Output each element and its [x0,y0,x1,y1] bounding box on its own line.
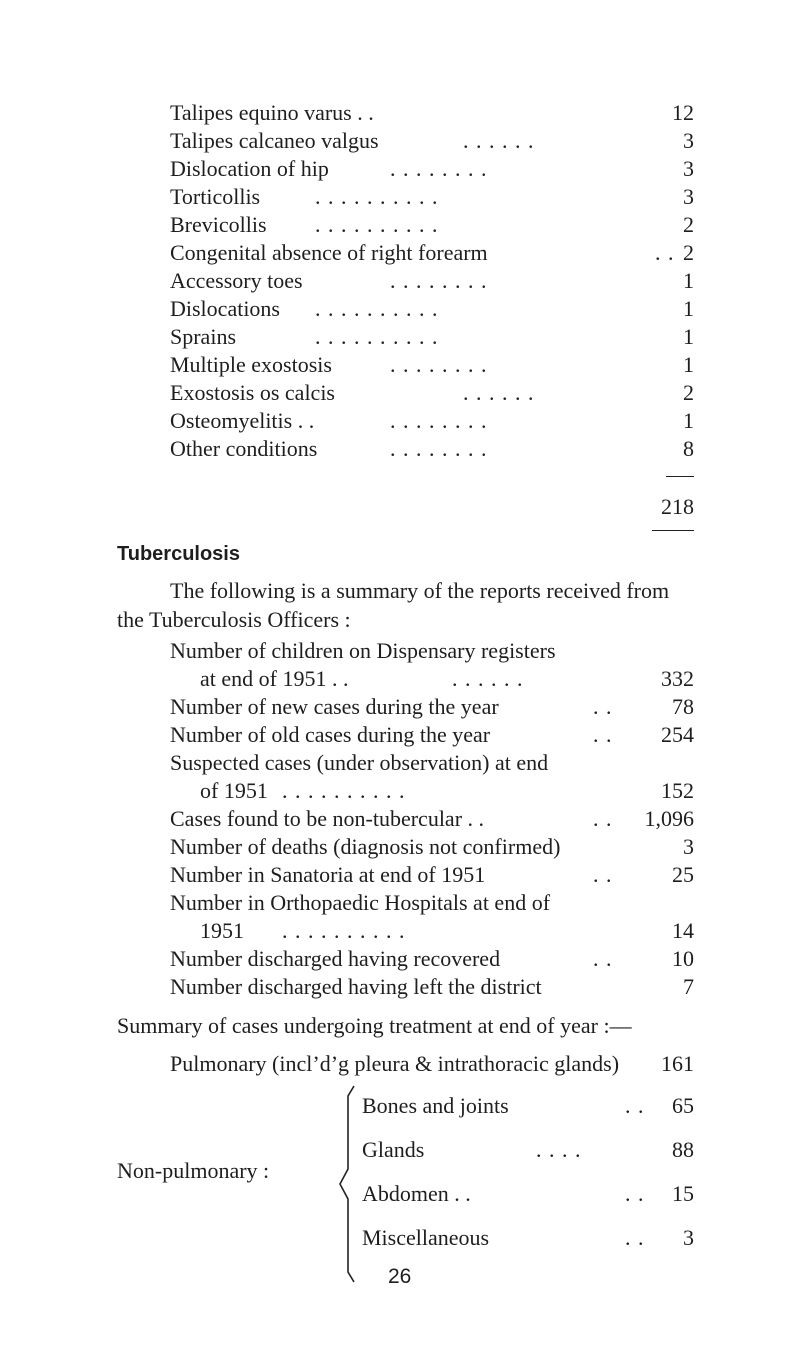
leader-dots: . . . . . . [463,380,535,405]
leader-dots: . . . . . . . . . . [315,324,439,349]
condition-value: 1 [683,268,694,293]
pulmonary-label: Pulmonary (incl’d’g pleura & intrathoracic glands) [170,1051,620,1076]
tb-row-label: Cases found to be non-tubercular . . [170,806,485,831]
condition-value: 8 [683,436,694,461]
condition-label: Dislocation of hip [170,156,329,181]
leader-dots: . . . . [536,1137,582,1162]
leader-dots: . . . . . . . . . . [282,778,406,803]
leader-dots: . . [593,694,613,719]
section-heading: Tuberculosis [117,543,240,565]
nonpulmonary-item-value: 3 [683,1225,694,1250]
tb-row-value: 7 [683,974,694,999]
conditions-total: 218 [661,494,694,519]
tb-row-label: Suspected cases (under observation) at end [170,750,549,775]
leader-dots: . . . . . . . . [390,436,488,461]
condition-label: Congenital absence of right forearm [170,240,488,265]
leader-dots: . . . . . . . . . . [282,918,406,943]
total-rule-top [666,476,694,477]
tb-row-value: 25 [672,862,694,887]
condition-label: Sprains [170,324,236,349]
nonpulmonary-item-value: 65 [672,1093,694,1118]
condition-value: 3 [683,184,694,209]
total-rule-bottom [652,530,694,531]
condition-value: 3 [683,128,694,153]
leader-dots: . . [625,1225,645,1250]
tb-row-label: Number of old cases during the year [170,722,491,747]
tb-row-value: 254 [661,722,694,747]
tb-row-value: 3 [683,834,694,859]
condition-value: 12 [672,100,694,125]
page-number: 26 [388,1265,412,1288]
nonpulmonary-item-label: Miscellaneous [362,1225,490,1250]
nonpulmonary-item-value: 88 [672,1137,694,1162]
tb-row-value: 14 [672,918,694,943]
condition-label: Multiple exostosis [170,352,332,377]
tb-row-label: Number of deaths (diagnosis not confirmed) [170,834,561,859]
tb-row-value: 332 [661,666,694,691]
condition-label: Talipes calcaneo valgus [170,128,379,153]
nonpulmonary-item-label: Abdomen . . [362,1181,471,1206]
leader-dots: . . . . . . . . [390,268,488,293]
condition-label: Accessory toes [170,268,303,293]
leader-dots: . . [625,1093,645,1118]
condition-label: Torticollis [170,184,261,209]
condition-value: 3 [683,156,694,181]
tb-row-label-cont: at end of 1951 . . [200,666,349,691]
tb-row-label-cont: of 1951 [200,778,268,803]
nonpulmonary-item-label: Glands [362,1137,425,1162]
leader-dots: . . . . . . . . . . [315,212,439,237]
condition-label: Exostosis os calcis [170,380,335,405]
leader-dots: . . [593,946,613,971]
tb-row-value: 152 [661,778,694,803]
summary-line: Summary of cases undergoing treatment at end of year :— [117,1013,632,1038]
condition-label: Talipes equino varus . . [170,100,374,125]
tb-row-value: 10 [672,946,694,971]
tb-row-label: Number in Sanatoria at end of 1951 [170,862,486,887]
condition-value: 1 [683,296,694,321]
leader-dots: . . [625,1181,645,1206]
intro-text: The following is a summary of the reports received from [170,578,670,603]
nonpulmonary-item-value: 15 [672,1181,694,1206]
leader-dots: . . [593,806,613,831]
leader-dots: . . . . . . . . . . [315,184,439,209]
tb-row-label: Number in Orthopaedic Hospitals at end of [170,890,551,915]
leader-dots: . . . . . . . . [390,408,488,433]
leader-dots: . . . . . . . . [390,156,488,181]
condition-label: Other conditions [170,436,318,461]
tb-row-label: Number discharged having left the district [170,974,542,999]
intro-text: the Tuberculosis Officers : [117,607,351,632]
condition-label: Brevicollis [170,212,267,237]
leader-dots: . . . . . . . . [390,352,488,377]
condition-value: 2 [683,380,694,405]
tb-row-label: Number of children on Dispensary registers [170,638,556,663]
condition-label: Osteomyelitis . . [170,408,315,433]
condition-value: 1 [683,352,694,377]
leader-dots: . . [655,240,675,265]
condition-label: Dislocations [170,296,280,321]
condition-value: 2 [683,240,694,265]
tb-row-label: Number discharged having recovered [170,946,501,971]
leader-dots: . . [593,862,613,887]
curly-brace-icon [338,1084,358,1284]
pulmonary-value: 161 [661,1051,694,1076]
tb-row-value: 1,096 [644,806,694,831]
tb-row-value: 78 [672,694,694,719]
leader-dots: . . . . . . [463,128,535,153]
condition-value: 1 [683,408,694,433]
leader-dots: . . [593,722,613,747]
nonpulmonary-item-label: Bones and joints [362,1093,509,1118]
nonpulmonary-label: Non-pulmonary : [117,1158,270,1183]
leader-dots: . . . . . . [452,666,524,691]
tb-row-label-cont: 1951 [200,918,244,943]
condition-value: 2 [683,212,694,237]
leader-dots: . . . . . . . . . . [315,296,439,321]
tb-row-label: Number of new cases during the year [170,694,499,719]
condition-value: 1 [683,324,694,349]
